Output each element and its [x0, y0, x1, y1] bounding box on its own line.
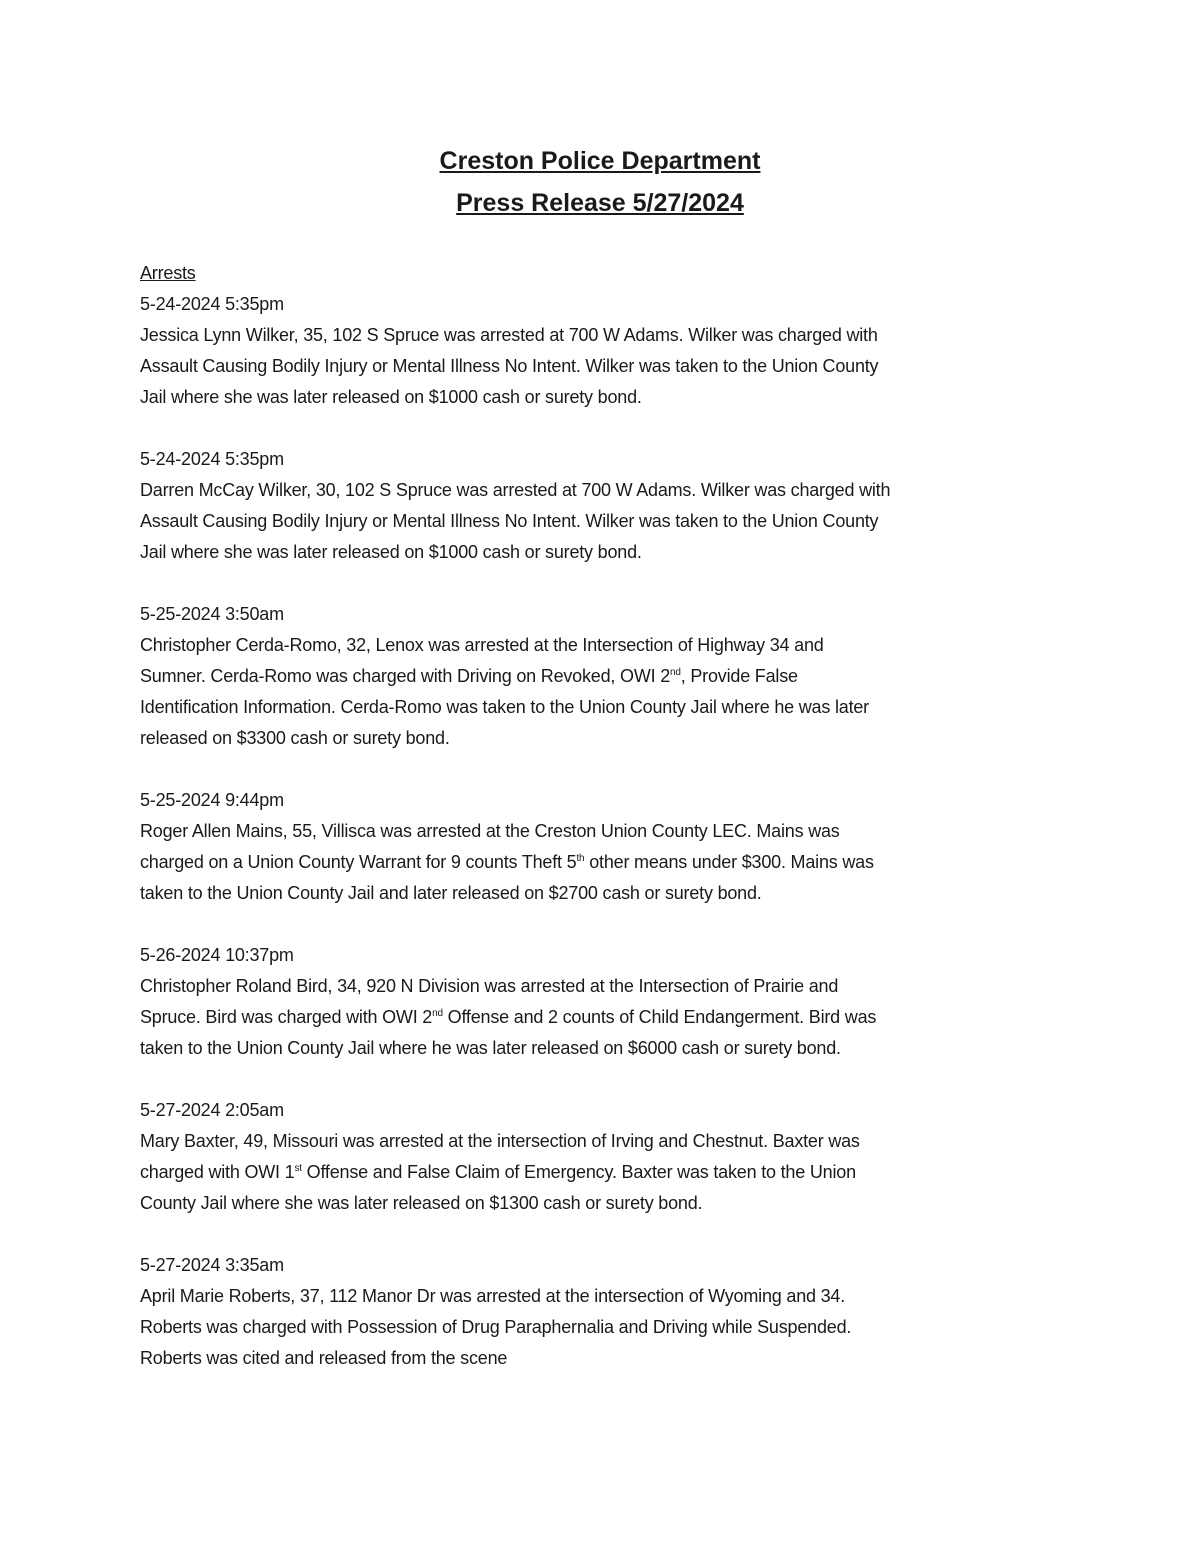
- text-segment: Identification Information. Cerda-Romo was taken to the Union County Jail where he was later: [140, 697, 869, 717]
- arrest-text-line: [140, 723, 1100, 754]
- text-segment: Spruce. Bird was charged with OWI 2: [140, 1007, 433, 1027]
- arrest-entry: [140, 444, 1100, 568]
- arrest-entry: [140, 940, 1100, 1064]
- arrest-text-line: [140, 1033, 1100, 1064]
- arrest-entry: [140, 289, 1100, 413]
- arrest-datetime: 5-27-2024 2:05am: [140, 1100, 284, 1120]
- arrest-datetime: 5-24-2024 5:35pm: [140, 449, 284, 469]
- text-segment: County Jail where she was later released on $1300 cash or surety bond.: [140, 1193, 703, 1213]
- page-title: [0, 147, 1200, 176]
- arrest-text-line: [140, 506, 1100, 537]
- arrest-text-line: [140, 692, 1100, 723]
- text-segment: Assault Causing Bodily Injury or Mental Illness No Intent. Wilker was taken to the Union County: [140, 356, 879, 376]
- arrest-text-line: [140, 630, 1100, 661]
- text-segment: Mary Baxter, 49, Missouri was arrested at the intersection of Irving and Chestnut. Baxter was: [140, 1131, 860, 1151]
- arrest-text-line: [140, 878, 1100, 909]
- arrest-text-line: [140, 351, 1100, 382]
- arrest-text-line: [140, 816, 1100, 847]
- document-body: [140, 258, 1100, 1405]
- arrest-text-line: [140, 1312, 1100, 1343]
- ordinal-suffix: th: [576, 853, 585, 864]
- text-segment: Offense and 2 counts of Child Endangerment. Bird was: [442, 1007, 877, 1027]
- arrest-datetime: 5-26-2024 10:37pm: [140, 945, 294, 965]
- arrest-text-line: [140, 475, 1100, 506]
- arrest-text-line: [140, 847, 1100, 878]
- arrest-text-line: [140, 1343, 1100, 1374]
- arrest-list: [140, 289, 1100, 1374]
- section-heading: Arrests: [140, 263, 196, 283]
- arrest-entry: [140, 785, 1100, 909]
- arrest-text-line: [140, 537, 1100, 568]
- title-text: Creston Police Department: [439, 147, 761, 175]
- text-segment: Christopher Cerda-Romo, 32, Lenox was arrested at the Intersection of Highway 34 and: [140, 635, 824, 655]
- arrest-text-line: [140, 1188, 1100, 1219]
- text-segment: April Marie Roberts, 37, 112 Manor Dr was arrested at the intersection of Wyoming and 34.: [140, 1286, 846, 1306]
- arrest-entry: [140, 1250, 1100, 1374]
- ordinal-suffix: nd: [432, 1008, 443, 1019]
- ordinal-suffix: nd: [670, 667, 681, 678]
- arrest-text-line: [140, 320, 1100, 351]
- arrest-text-line: [140, 1126, 1100, 1157]
- arrest-datetime: 5-24-2024 5:35pm: [140, 294, 284, 314]
- text-segment: Sumner. Cerda-Romo was charged with Driving on Revoked, OWI 2: [140, 666, 671, 686]
- arrest-entry: [140, 1095, 1100, 1219]
- text-segment: , Provide False: [680, 666, 798, 686]
- arrest-datetime: 5-25-2024 3:50am: [140, 604, 284, 624]
- arrest-text-line: [140, 1002, 1100, 1033]
- text-segment: Roger Allen Mains, 55, Villisca was arrested at the Creston Union County LEC. Mains was: [140, 821, 840, 841]
- subtitle-text: Press Release 5/27/2024: [456, 189, 744, 217]
- arrest-datetime: 5-27-2024 3:35am: [140, 1255, 284, 1275]
- text-segment: charged with OWI 1: [140, 1162, 295, 1182]
- text-segment: Christopher Roland Bird, 34, 920 N Division was arrested at the Intersection of Prairie and: [140, 976, 839, 996]
- text-segment: taken to the Union County Jail where he was later released on $6000 cash or surety bond.: [140, 1038, 841, 1058]
- arrest-text-line: [140, 1157, 1100, 1188]
- text-segment: released on $3300 cash or surety bond.: [140, 728, 450, 748]
- text-segment: Jail where she was later released on $1000 cash or surety bond.: [140, 387, 642, 407]
- arrest-entry: [140, 599, 1100, 754]
- text-segment: taken to the Union County Jail and later released on $2700 cash or surety bond.: [140, 883, 762, 903]
- text-segment: Roberts was charged with Possession of Drug Paraphernalia and Driving while Suspended.: [140, 1317, 852, 1337]
- text-segment: Offense and False Claim of Emergency. Baxter was taken to the Union: [301, 1162, 856, 1182]
- arrest-text-line: [140, 971, 1100, 1002]
- text-segment: Roberts was cited and released from the scene: [140, 1348, 508, 1368]
- arrest-text-line: [140, 661, 1100, 692]
- ordinal-suffix: st: [294, 1163, 302, 1174]
- text-segment: Jessica Lynn Wilker, 35, 102 S Spruce was arrested at 700 W Adams. Wilker was charged with: [140, 325, 878, 345]
- text-segment: Darren McCay Wilker, 30, 102 S Spruce was arrested at 700 W Adams. Wilker was charged with: [140, 480, 891, 500]
- text-segment: other means under $300. Mains was: [584, 852, 874, 872]
- text-segment: charged on a Union County Warrant for 9 counts Theft 5: [140, 852, 577, 872]
- arrest-text-line: [140, 1281, 1100, 1312]
- arrest-datetime: 5-25-2024 9:44pm: [140, 790, 284, 810]
- arrest-text-line: [140, 382, 1100, 413]
- text-segment: Jail where she was later released on $1000 cash or surety bond.: [140, 542, 642, 562]
- page-subtitle: [0, 189, 1200, 218]
- text-segment: Assault Causing Bodily Injury or Mental Illness No Intent. Wilker was taken to the Union County: [140, 511, 879, 531]
